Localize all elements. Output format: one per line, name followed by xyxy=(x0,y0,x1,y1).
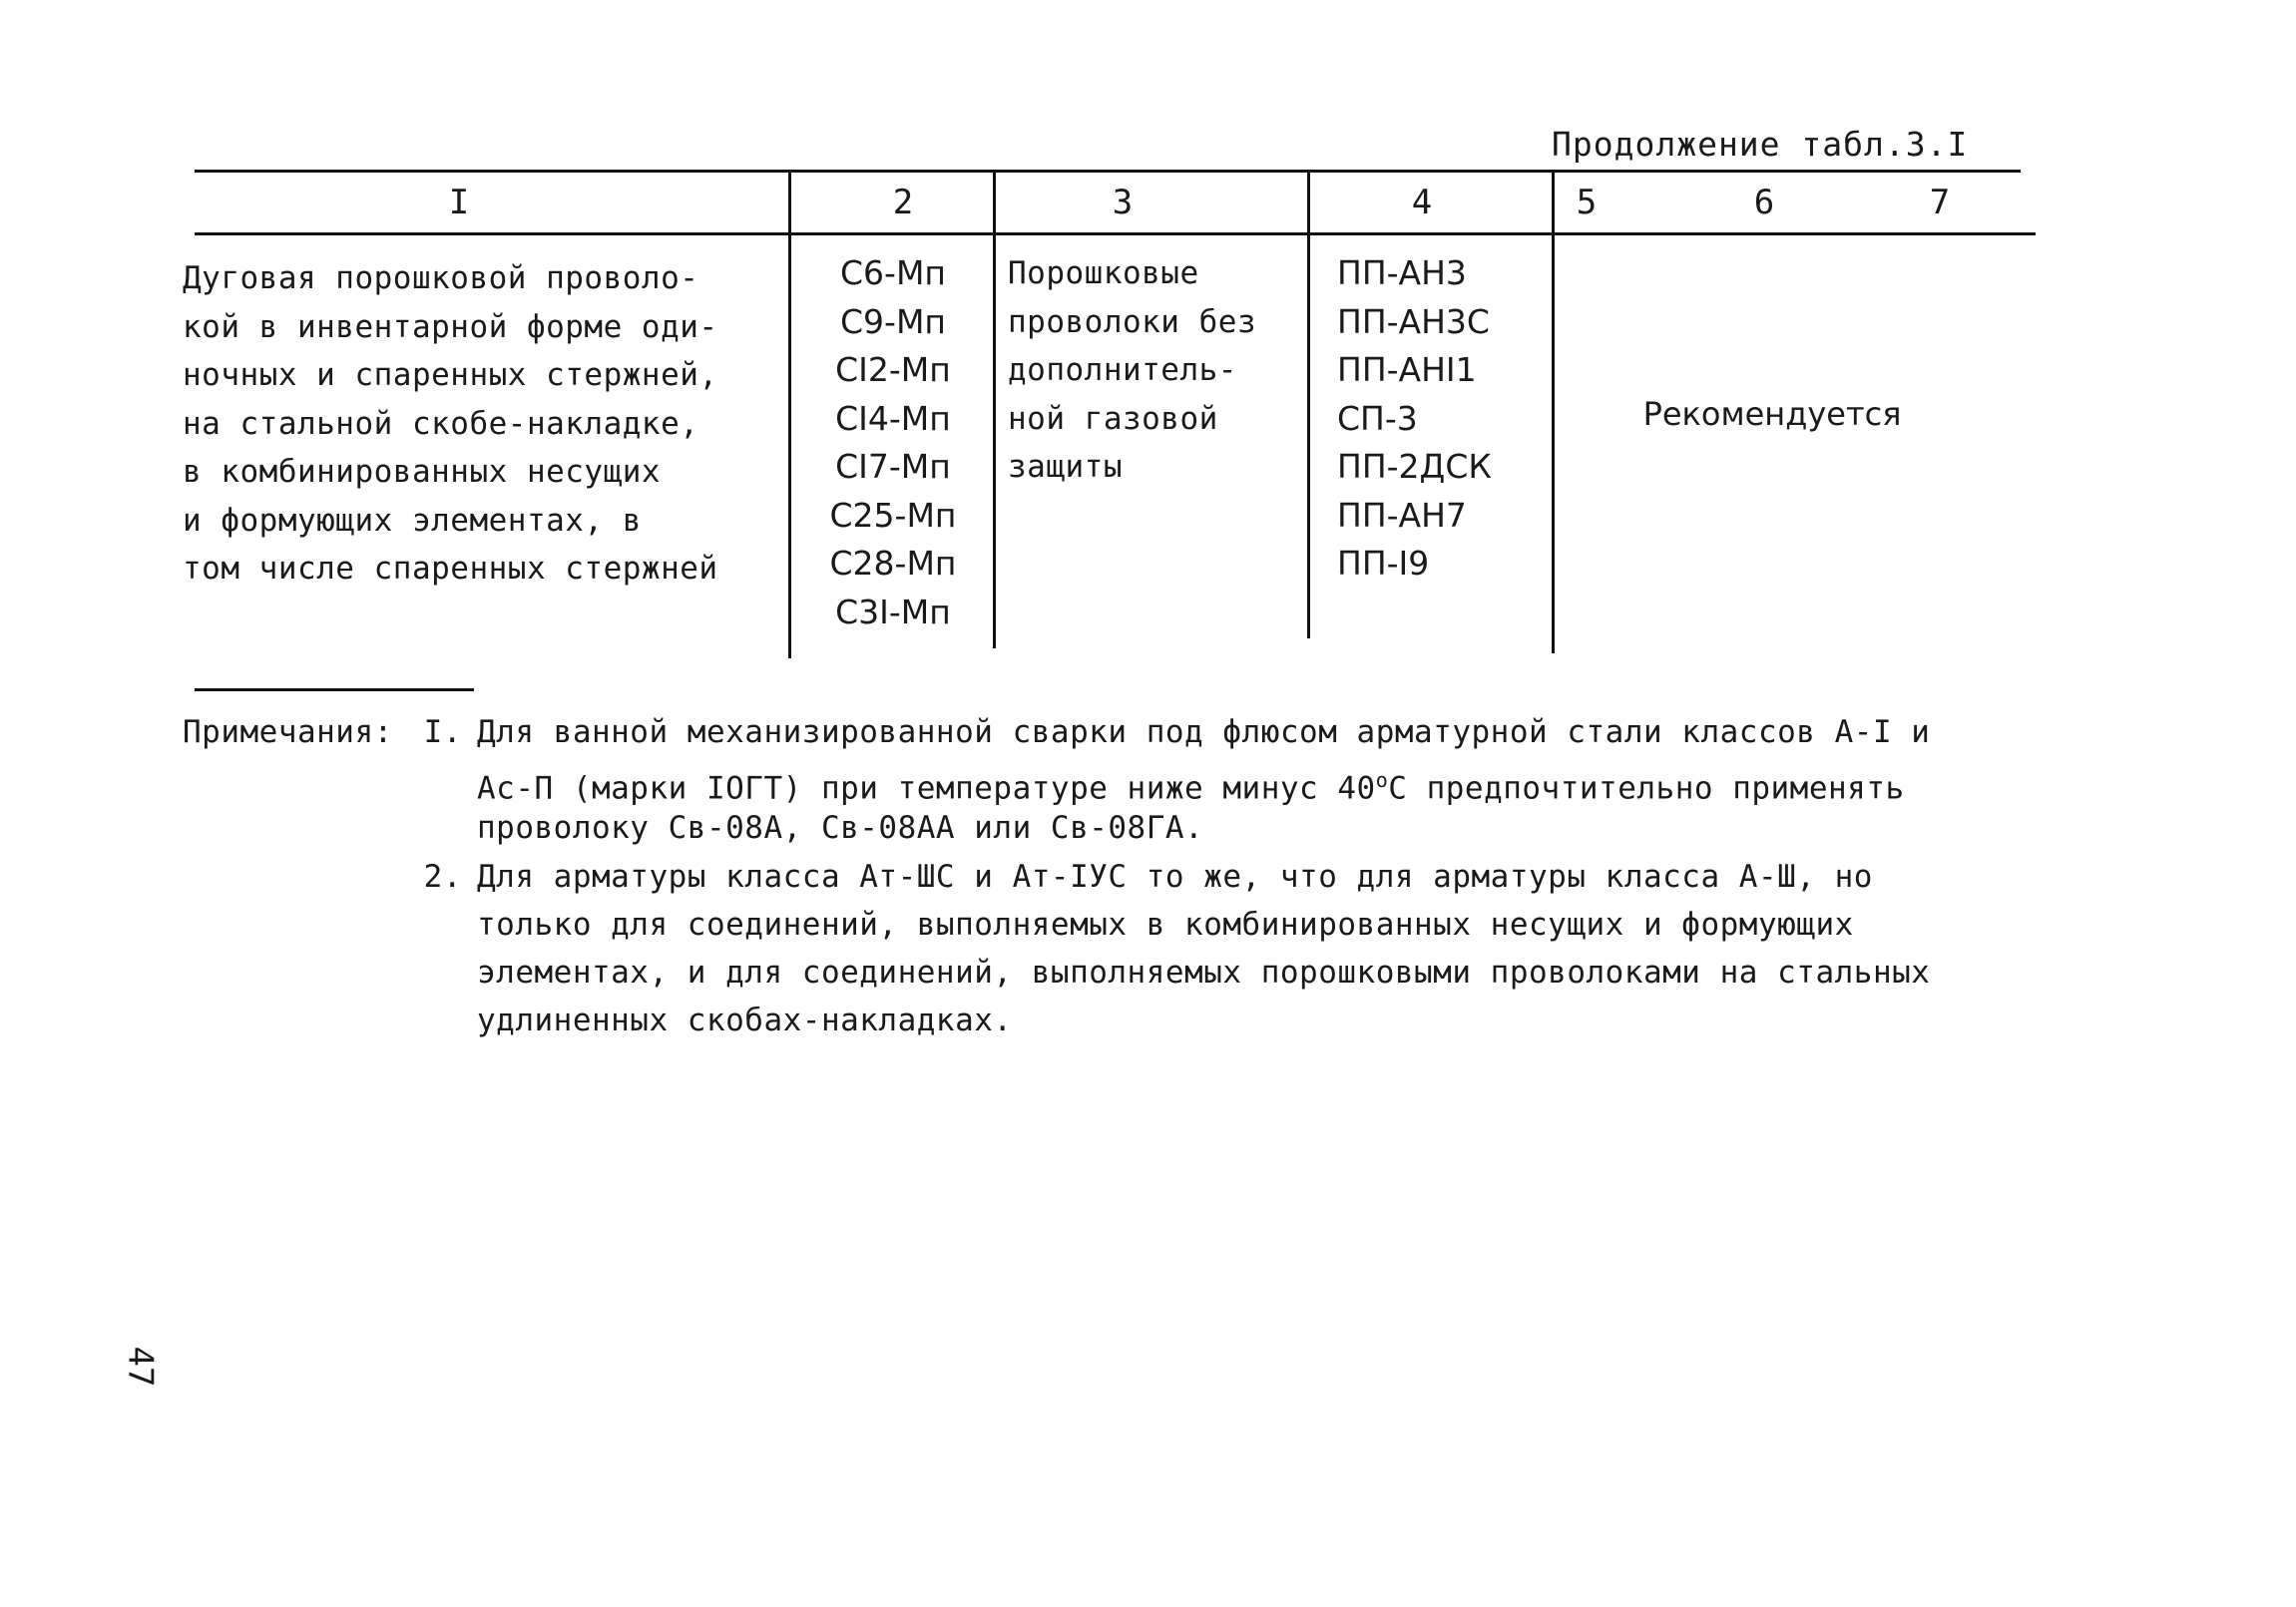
cell-joint-types xyxy=(798,249,988,636)
header-col-5: 5 xyxy=(1576,183,1598,222)
note-line: проволоку Св-08А, Св-08АА или Св-08ГА. xyxy=(477,810,1204,846)
method-line: ночных и спаренных стержней, xyxy=(183,357,718,393)
degree-superscript: о xyxy=(1375,768,1389,792)
material-line: ной газовой xyxy=(1008,400,1218,437)
note-line: Для ванной механизированной сварки под флюсом арматурной стали классов А-I и xyxy=(477,714,1931,750)
table-header-rule xyxy=(195,232,2036,235)
method-line: том числе спаренных стержней xyxy=(183,551,718,587)
note-number: I. xyxy=(423,714,462,750)
note-line: элементах, и для соединений, выполняемых порошковыми проволоками на стальных xyxy=(477,955,1931,991)
header-col-2: 2 xyxy=(892,183,914,222)
joint-type: С6-Мп xyxy=(840,253,946,292)
joint-type: С9-Мп xyxy=(840,301,946,341)
note-line-text: Ас-П (марки IОГТ) при температуре ниже минус 40 xyxy=(477,770,1376,807)
wire-grade: ПП-АН7 xyxy=(1337,495,1467,535)
header-col-1: I xyxy=(448,183,470,222)
table-top-rule xyxy=(195,170,2021,173)
joint-type: С25-Мп xyxy=(829,495,957,535)
note-line: удлиненных скобах-накладках. xyxy=(477,1003,1013,1038)
wire-grade: СП-3 xyxy=(1337,398,1418,438)
material-line: проволоки без xyxy=(1008,303,1257,340)
note-number: 2. xyxy=(423,859,462,895)
method-line: и формующих элементах, в xyxy=(183,502,642,539)
method-line: Дуговая порошковой проволо- xyxy=(183,260,699,296)
table-caption: Продолжение табл.3.I xyxy=(1552,125,1969,164)
note-line: только для соединений, выполняемых в комбинированных несущих и формующих xyxy=(477,907,1854,943)
material-line: дополнитель- xyxy=(1008,352,1237,388)
cell-method xyxy=(183,254,771,594)
wire-grade: ПП-2ДСК xyxy=(1337,447,1492,486)
column-divider-3 xyxy=(1307,170,1310,638)
joint-type: СI2-Мп xyxy=(835,350,951,389)
joint-type: СI7-Мп xyxy=(835,447,951,486)
cell-wire-grades xyxy=(1337,249,1557,589)
wire-grade: ПП-I9 xyxy=(1337,544,1430,583)
header-col-6: 6 xyxy=(1753,183,1775,222)
joint-type: С28-Мп xyxy=(829,544,957,583)
material-line: защиты xyxy=(1008,449,1123,485)
wire-grade: ПП-АНI1 xyxy=(1337,350,1477,389)
notes-label: Примечания: xyxy=(183,714,393,750)
method-line: кой в инвентарной форме оди- xyxy=(183,308,718,345)
cell-material xyxy=(1008,249,1307,492)
notes-separator xyxy=(195,688,474,691)
method-line: на стальной скобе-накладке, xyxy=(183,405,699,442)
joint-type: СI4-Мп xyxy=(835,398,951,438)
note-line: Для арматуры класса Ат-ШС и Ат-IУС то же, что для арматуры класса А-Ш, но xyxy=(477,859,1873,895)
joint-type: С3I-Мп xyxy=(835,592,951,631)
column-divider-1 xyxy=(788,170,791,658)
page-number: 47 xyxy=(120,1346,161,1388)
header-col-4: 4 xyxy=(1411,183,1433,222)
note-line-tail: С предпочтительно применять xyxy=(1388,770,1905,807)
wire-grade: ПП-АН3 xyxy=(1337,253,1467,292)
wire-grade: ПП-АН3С xyxy=(1337,301,1490,341)
material-line: Порошковые xyxy=(1008,255,1199,291)
method-line: в комбинированных несущих xyxy=(183,454,662,490)
cell-recommendation: Рекомендуется xyxy=(1642,395,1902,433)
header-col-7: 7 xyxy=(1929,183,1951,222)
header-col-3: 3 xyxy=(1112,183,1134,222)
column-divider-2 xyxy=(993,170,996,648)
